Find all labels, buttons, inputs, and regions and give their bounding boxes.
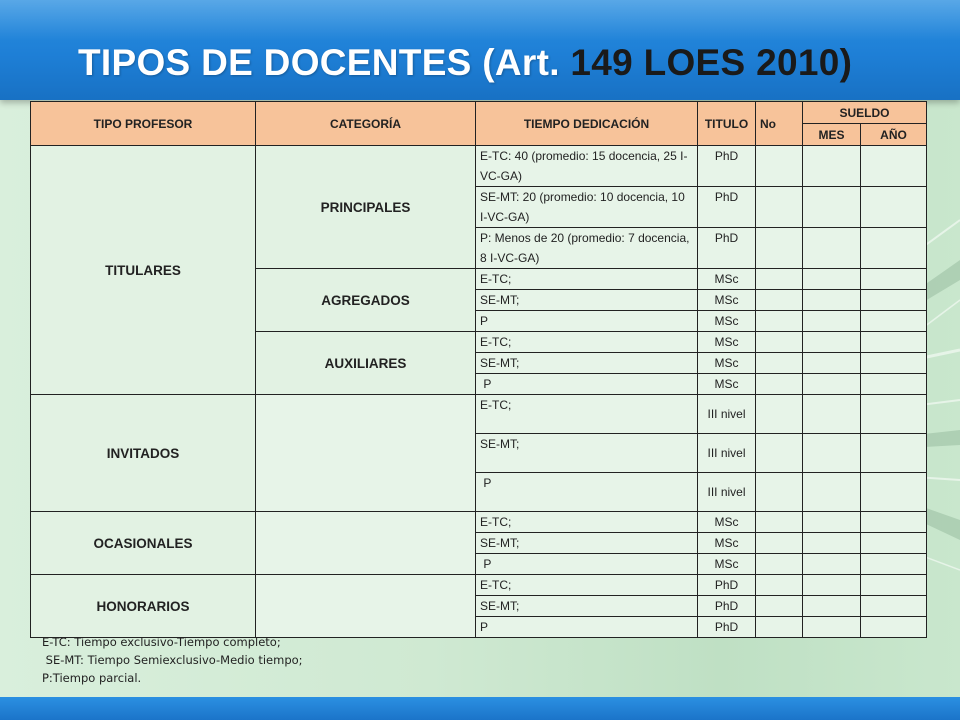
header-titulo: TITULO	[698, 102, 756, 146]
anio-cell	[861, 596, 927, 617]
anio-cell	[861, 290, 927, 311]
titulo-cell: MSc	[698, 332, 756, 353]
titulo-cell: MSc	[698, 353, 756, 374]
tipo-invitados: INVITADOS	[31, 395, 256, 512]
tipo-ocasionales: OCASIONALES	[31, 512, 256, 575]
table-row	[31, 395, 927, 434]
tipo-titulares: TITULARES	[31, 146, 256, 395]
categoria-cell-empty	[256, 395, 476, 512]
tiempo-cell: E-TC: 40 (promedio: 15 docencia, 25 I-VC-GA)	[476, 146, 698, 187]
titulo-cell: MSc	[698, 533, 756, 554]
categoria-agregados: AGREGADOS	[256, 269, 476, 332]
title-part1: TIPOS DE DOCENTES (Art.	[78, 42, 571, 83]
table-row	[31, 512, 927, 533]
no-cell	[756, 311, 803, 332]
anio-cell	[861, 512, 927, 533]
no-cell	[756, 332, 803, 353]
tiempo-cell: E-TC;	[476, 575, 698, 596]
anio-cell	[861, 332, 927, 353]
tiempo-cell: E-TC;	[476, 512, 698, 533]
tiempo-cell: SE-MT;	[476, 533, 698, 554]
tiempo-cell: P: Menos de 20 (promedio: 7 docencia, 8 I-VC-GA)	[476, 228, 698, 269]
tiempo-cell: E-TC;	[476, 395, 698, 434]
mes-cell	[803, 596, 861, 617]
categoria-principales: PRINCIPALES	[256, 146, 476, 269]
tiempo-cell: E-TC;	[476, 269, 698, 290]
no-cell	[756, 617, 803, 638]
table-row	[31, 146, 927, 187]
anio-cell	[861, 575, 927, 596]
titulo-cell: MSc	[698, 311, 756, 332]
no-cell	[756, 554, 803, 575]
tipo-honorarios: HONORARIOS	[31, 575, 256, 638]
titulo-cell: MSc	[698, 554, 756, 575]
no-cell	[756, 434, 803, 473]
anio-cell	[861, 554, 927, 575]
titulo-cell: MSc	[698, 374, 756, 395]
mes-cell	[803, 228, 861, 269]
note-line: P:Tiempo parcial.	[42, 671, 142, 685]
no-cell	[756, 473, 803, 512]
tiempo-cell: SE-MT;	[476, 434, 698, 473]
footer-bar	[0, 697, 960, 720]
tiempo-cell: SE-MT;	[476, 596, 698, 617]
titulo-cell: PhD	[698, 596, 756, 617]
page-title	[78, 42, 852, 84]
mes-cell	[803, 332, 861, 353]
no-cell	[756, 353, 803, 374]
no-cell	[756, 228, 803, 269]
tiempo-cell: P	[476, 311, 698, 332]
no-cell	[756, 374, 803, 395]
header-no: No	[756, 102, 803, 146]
anio-cell	[861, 311, 927, 332]
categoria-cell-empty	[256, 575, 476, 638]
titulo-cell: MSc	[698, 269, 756, 290]
titulo-cell: III nivel	[698, 395, 756, 434]
anio-cell	[861, 228, 927, 269]
no-cell	[756, 575, 803, 596]
anio-cell	[861, 374, 927, 395]
no-cell	[756, 290, 803, 311]
header-anio: AÑO	[861, 124, 927, 146]
titulo-cell: PhD	[698, 617, 756, 638]
titulo-cell: MSc	[698, 290, 756, 311]
table-row	[31, 575, 927, 596]
tiempo-cell: P	[476, 617, 698, 638]
tiempo-cell: P	[476, 374, 698, 395]
no-cell	[756, 187, 803, 228]
mes-cell	[803, 374, 861, 395]
title-banner	[0, 0, 960, 100]
mes-cell	[803, 512, 861, 533]
mes-cell	[803, 187, 861, 228]
anio-cell	[861, 434, 927, 473]
mes-cell	[803, 434, 861, 473]
tiempo-cell: P	[476, 473, 698, 512]
anio-cell	[861, 353, 927, 374]
mes-cell	[803, 353, 861, 374]
header-categoria: CATEGORÍA	[256, 102, 476, 146]
mes-cell	[803, 290, 861, 311]
categoria-cell-empty	[256, 512, 476, 575]
anio-cell	[861, 533, 927, 554]
mes-cell	[803, 473, 861, 512]
anio-cell	[861, 269, 927, 290]
titulo-cell: III nivel	[698, 473, 756, 512]
tiempo-cell: P	[476, 554, 698, 575]
anio-cell	[861, 187, 927, 228]
titulo-cell: PhD	[698, 228, 756, 269]
tiempo-cell: SE-MT;	[476, 353, 698, 374]
anio-cell	[861, 473, 927, 512]
docentes-table	[30, 101, 927, 638]
mes-cell	[803, 575, 861, 596]
no-cell	[756, 533, 803, 554]
titulo-cell: MSc	[698, 512, 756, 533]
header-sueldo: SUELDO	[803, 102, 927, 124]
header-tipo-profesor: TIPO PROFESOR	[31, 102, 256, 146]
note-line: E-TC: Tiempo exclusivo-Tiempo completo;	[42, 635, 281, 649]
tiempo-cell: SE-MT: 20 (promedio: 10 docencia, 10 I-VC-GA)	[476, 187, 698, 228]
titulo-cell: PhD	[698, 575, 756, 596]
note-line: SE-MT: Tiempo Semiexclusivo-Medio tiempo;	[42, 653, 303, 667]
no-cell	[756, 512, 803, 533]
titulo-cell: PhD	[698, 146, 756, 187]
tiempo-cell: E-TC;	[476, 332, 698, 353]
header-tiempo-dedicacion: TIEMPO DEDICACIÓN	[476, 102, 698, 146]
anio-cell	[861, 146, 927, 187]
title-part2: 149 LOES 2010)	[570, 42, 853, 83]
no-cell	[756, 596, 803, 617]
mes-cell	[803, 533, 861, 554]
banner-shine	[0, 0, 960, 40]
titulo-cell: PhD	[698, 187, 756, 228]
legend-notes	[42, 633, 303, 687]
no-cell	[756, 269, 803, 290]
tiempo-cell: SE-MT;	[476, 290, 698, 311]
mes-cell	[803, 311, 861, 332]
no-cell	[756, 395, 803, 434]
mes-cell	[803, 617, 861, 638]
titulo-cell: III nivel	[698, 434, 756, 473]
mes-cell	[803, 269, 861, 290]
anio-cell	[861, 395, 927, 434]
header-mes: MES	[803, 124, 861, 146]
categoria-auxiliares: AUXILIARES	[256, 332, 476, 395]
mes-cell	[803, 554, 861, 575]
mes-cell	[803, 395, 861, 434]
anio-cell	[861, 617, 927, 638]
mes-cell	[803, 146, 861, 187]
no-cell	[756, 146, 803, 187]
